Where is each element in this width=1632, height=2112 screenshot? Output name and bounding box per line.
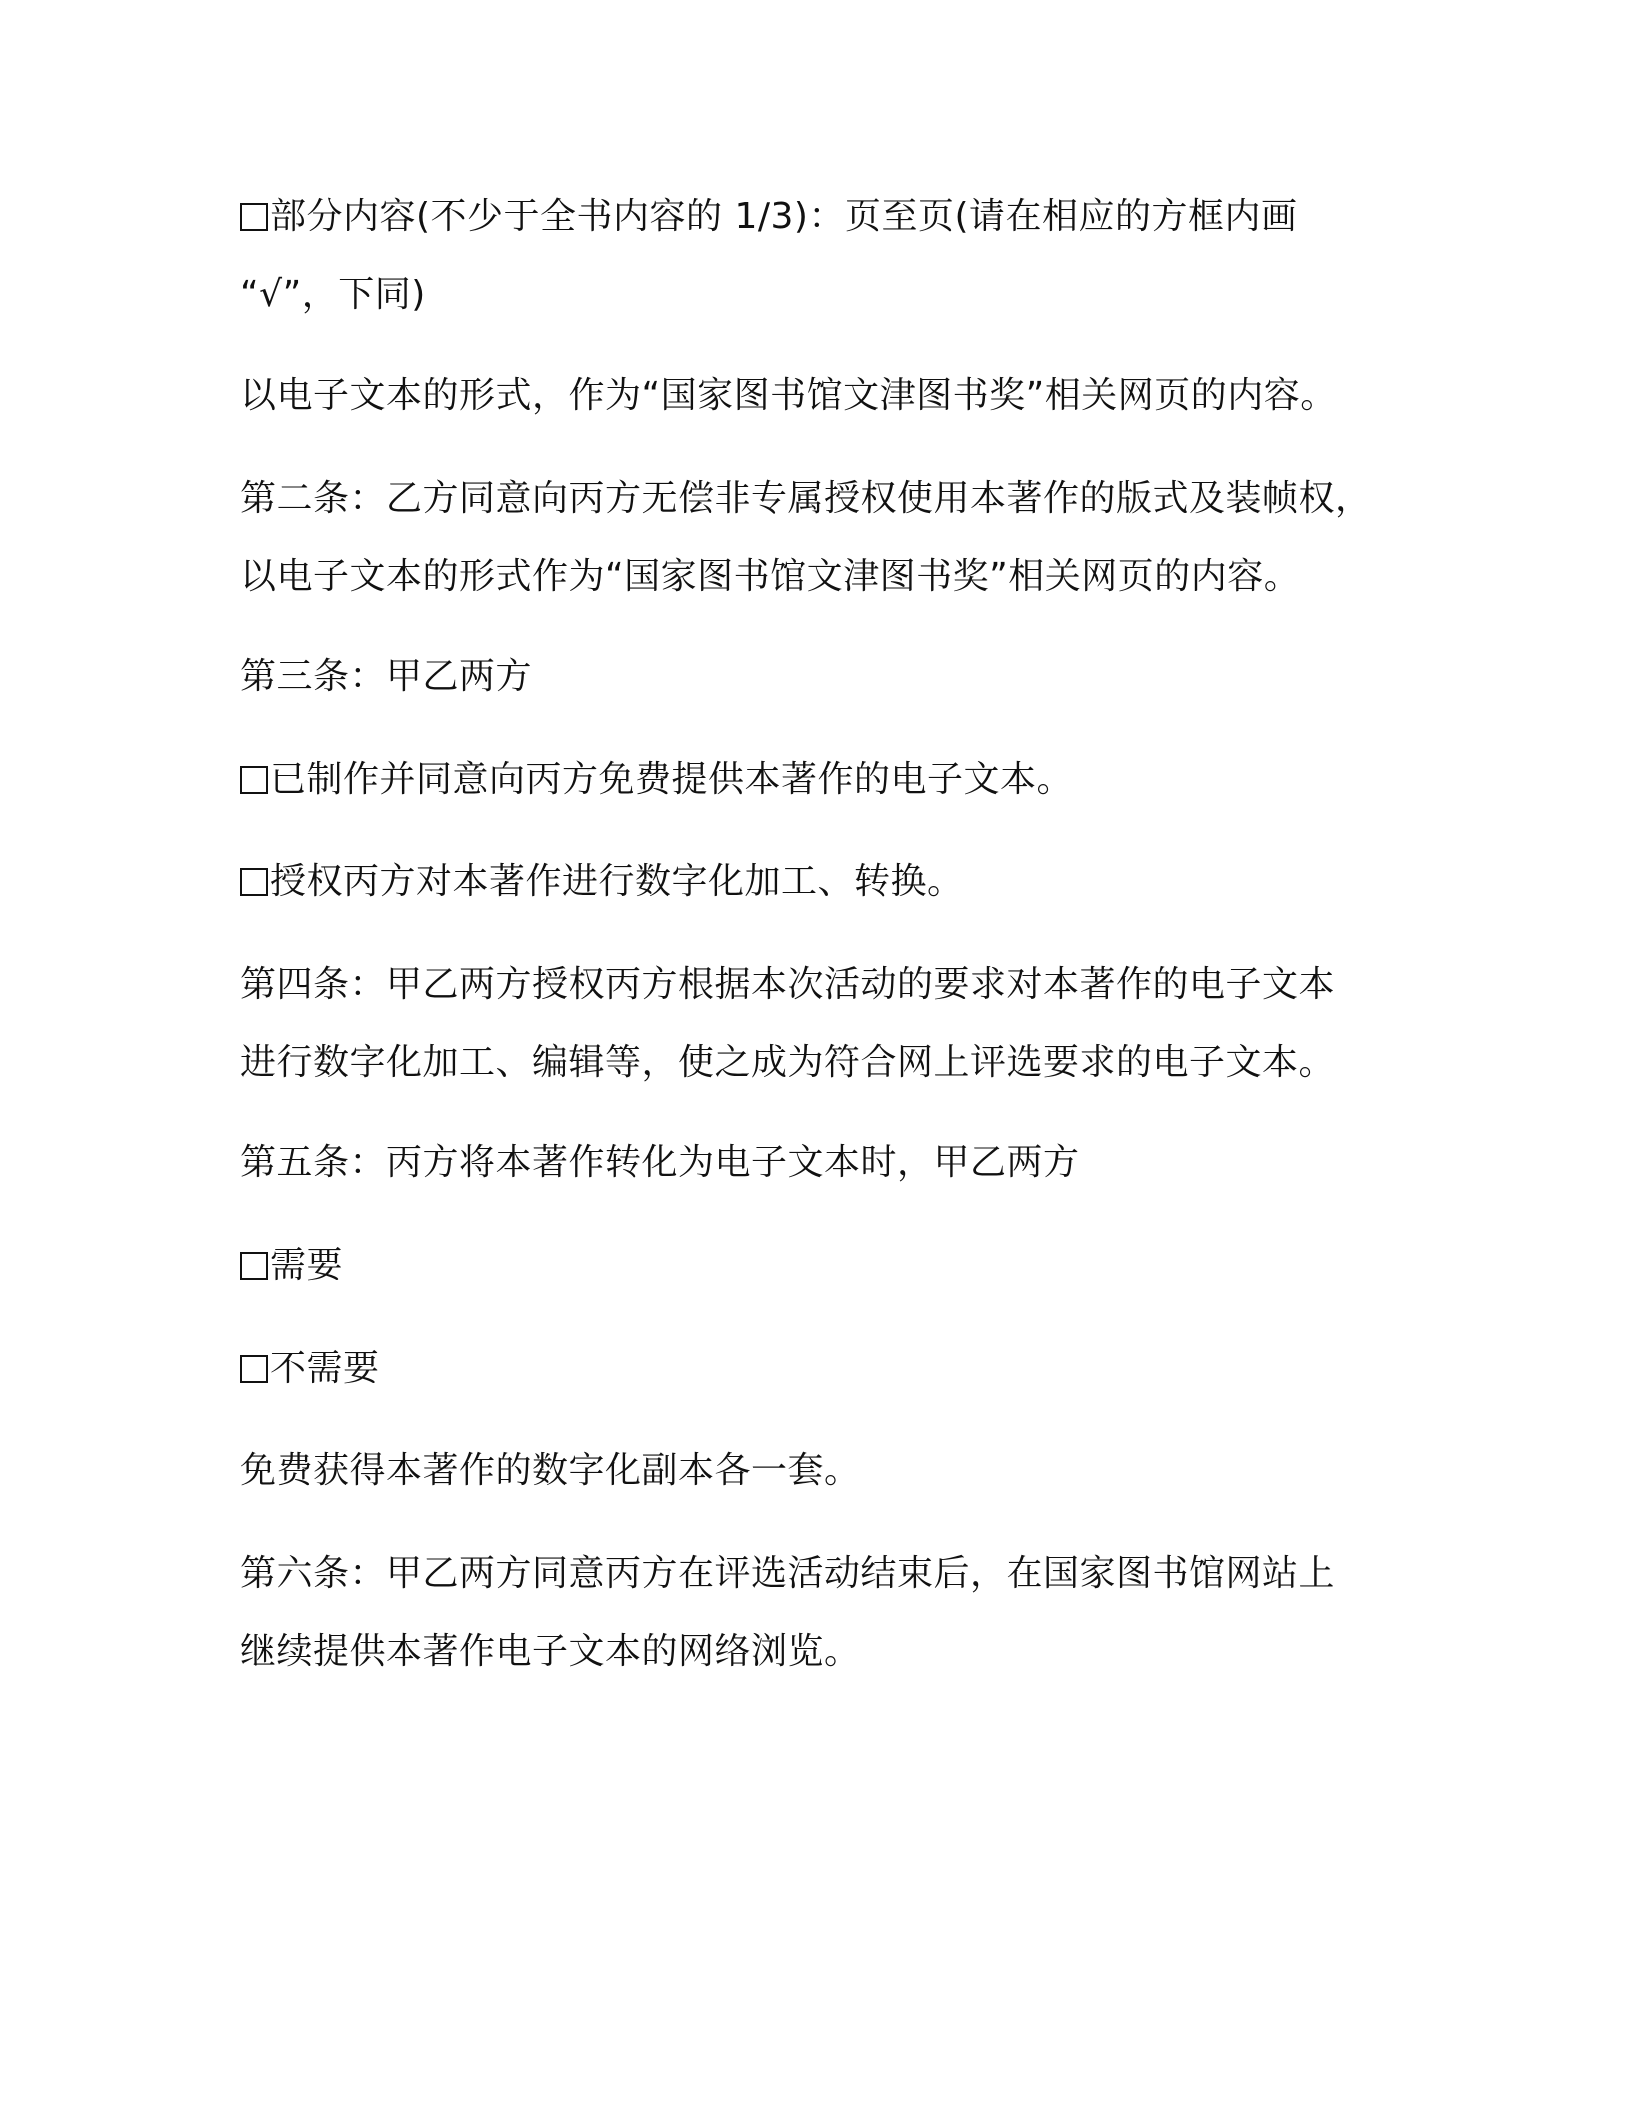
checkbox-provided-electronic-text[interactable] [240, 766, 268, 794]
paragraph-article-4 [240, 946, 1400, 1102]
option-provided-text: 已制作并同意向丙方免费提供本著作的电子文本。 [270, 759, 1074, 800]
article-2-line2: 以电子文本的形式作为“国家图书馆文津图书奖”相关网页的内容。 [240, 556, 1301, 597]
article-6-line1: 第六条：甲乙两方同意丙方在评选活动结束后，在国家图书馆网站上 [240, 1553, 1336, 1594]
article-6-line2: 继续提供本著作电子文本的网络浏览。 [240, 1631, 861, 1672]
electronic-form-text: 以电子文本的形式，作为“国家图书馆文津图书奖”相关网页的内容。 [240, 375, 1337, 416]
checkbox-need[interactable] [240, 1252, 268, 1280]
checkbox-authorize-digitization[interactable] [240, 868, 268, 896]
partial-content-text-line1: 部分内容(不少于全书内容的 1/3)：页至页(请在相应的方框内画 [270, 196, 1298, 237]
paragraph-article-2 [240, 460, 1400, 616]
paragraph-option-no-need [240, 1330, 1400, 1408]
paragraph-free-copy [240, 1432, 1400, 1510]
paragraph-partial-content [240, 178, 1400, 334]
checkbox-no-need[interactable] [240, 1355, 268, 1383]
paragraph-electronic-form [240, 357, 1400, 435]
article-4-line1: 第四条：甲乙两方授权丙方根据本次活动的要求对本著作的电子文本 [240, 964, 1336, 1005]
free-copy-text: 免费获得本著作的数字化副本各一套。 [240, 1450, 861, 1491]
paragraph-option-need [240, 1227, 1400, 1305]
article-4-line2: 进行数字化加工、编辑等，使之成为符合网上评选要求的电子文本。 [240, 1042, 1336, 1083]
article-2-line1: 第二条：乙方同意向丙方无偿非专属授权使用本著作的版式及装帧权， [240, 478, 1372, 519]
checkbox-partial-content[interactable] [240, 203, 268, 231]
paragraph-article-3 [240, 638, 1400, 716]
article-3-text: 第三条：甲乙两方 [240, 656, 533, 697]
paragraph-option-authorize [240, 843, 1400, 921]
option-need-text: 需要 [270, 1245, 344, 1286]
paragraph-article-6 [240, 1535, 1400, 1691]
paragraph-article-5 [240, 1124, 1400, 1202]
article-5-text: 第五条：丙方将本著作转化为电子文本时，甲乙两方 [240, 1142, 1080, 1183]
paragraph-option-provided [240, 741, 1400, 819]
partial-content-text-line2: “√”，下同) [240, 274, 426, 315]
option-authorize-text: 授权丙方对本著作进行数字化加工、转换。 [270, 861, 964, 902]
option-no-need-text: 不需要 [270, 1348, 380, 1389]
